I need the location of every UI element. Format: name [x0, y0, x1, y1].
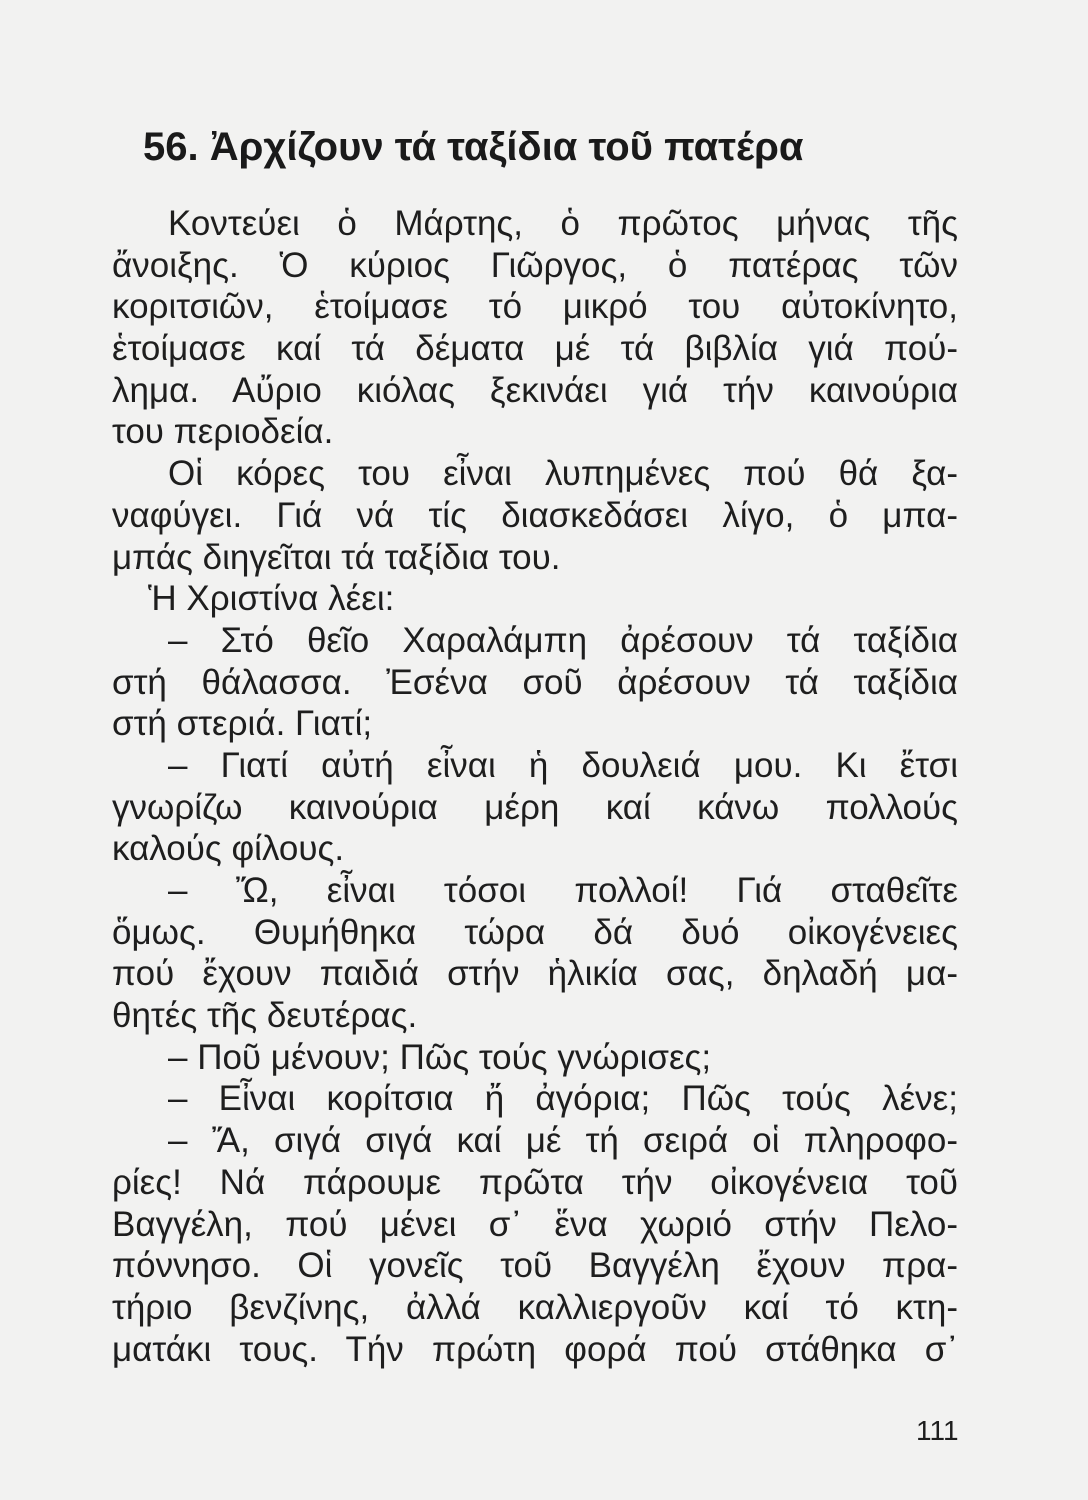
text-line: Ἡ Χριστίνα λέει:	[148, 579, 395, 619]
text-line: κοριτσιῶν, ἑτοίμασε τό μικρό του αὐτοκίνητο,	[112, 287, 958, 327]
text-line: ρίες! Νά πάρουμε πρῶτα τήν οἰκογένεια τοῦ	[112, 1162, 958, 1202]
dialogue-line: – Στό θεῖο Χαραλάμπη ἀρέσουν τά ταξίδια	[168, 620, 958, 660]
dialogue-line: – Ἄ, σιγά σιγά καί μέ τή σειρά οἱ πληροφο-	[168, 1121, 958, 1161]
page-number: 111	[916, 1415, 959, 1446]
text-line: στή στεριά. Γιατί;	[112, 704, 373, 744]
text-line: ἄνοιξης. Ὁ κύριος Γιῶργος, ὁ πατέρας τῶν	[112, 245, 958, 285]
text-line: ναφύγει. Γιά νά τίς διασκεδάσει λίγο, ὁ μπα-	[112, 495, 958, 535]
text-line: Βαγγέλη, πού μένει σ᾽ ἕνα χωριό στήν Πελο-	[112, 1204, 958, 1244]
text-line: λημα. Αὔριο κιόλας ξεκινάει γιά τήν καινούρια	[112, 370, 958, 410]
text-line: ὅμως. Θυμήθηκα τώρα δά δυό οἰκογένειες	[112, 912, 958, 952]
dialogue-line: – Ὤ, εἶναι τόσοι πολλοί! Γιά σταθεῖτε	[168, 871, 958, 910]
dialogue-line: – Ποῦ μένουν; Πῶς τούς γνώρισες;	[168, 1037, 712, 1077]
text-line: Κοντεύει ὁ Μάρτης, ὁ πρῶτος μήνας τῆς	[168, 204, 958, 243]
text-line: Οἱ κόρες του εἶναι λυπημένες πού θά ξα-	[168, 454, 958, 494]
dialogue-line: – Εἶναι κορίτσια ἤ ἀγόρια; Πῶς τούς λένε;	[168, 1079, 958, 1119]
dialogue-line: – Γιατί αὐτή εἶναι ἡ δουλειά μου. Κι ἔτσι	[168, 745, 958, 785]
chapter-text	[112, 203, 958, 1370]
text-line: του περιοδεία.	[112, 412, 334, 452]
text-line: μπάς διηγεῖται τά ταξίδια του.	[112, 537, 561, 577]
text-line: γνωρίζω καινούρια μέρη καί κάνω πολλούς	[112, 787, 958, 827]
text-line: ματάκι τους. Τήν πρώτη φορά πού στάθηκα σ᾽	[112, 1329, 958, 1369]
text-line: ἑτοίμασε καί τά δέματα μέ τά βιβλία γιά πού-	[112, 329, 958, 369]
text-line: θητές τῆς δευτέρας.	[112, 996, 418, 1036]
text-line: τήριο βενζίνης, ἀλλά καλλιεργοῦν καί τό κτη-	[112, 1287, 958, 1327]
text-line: πόννησο. Οἱ γονεῖς τοῦ Βαγγέλη ἔχουν πρα-	[112, 1246, 958, 1286]
text-line: καλούς φίλους.	[112, 829, 345, 869]
chapter-title: 56. Ἀρχίζουν τά ταξίδια τοῦ πατέρα	[143, 125, 804, 169]
text-line: πού ἔχουν παιδιά στήν ἡλικία σας, δηλαδή μα-	[112, 954, 958, 994]
text-line: στή θάλασσα. Ἐσένα σοῦ ἀρέσουν τά ταξίδια	[112, 662, 958, 702]
